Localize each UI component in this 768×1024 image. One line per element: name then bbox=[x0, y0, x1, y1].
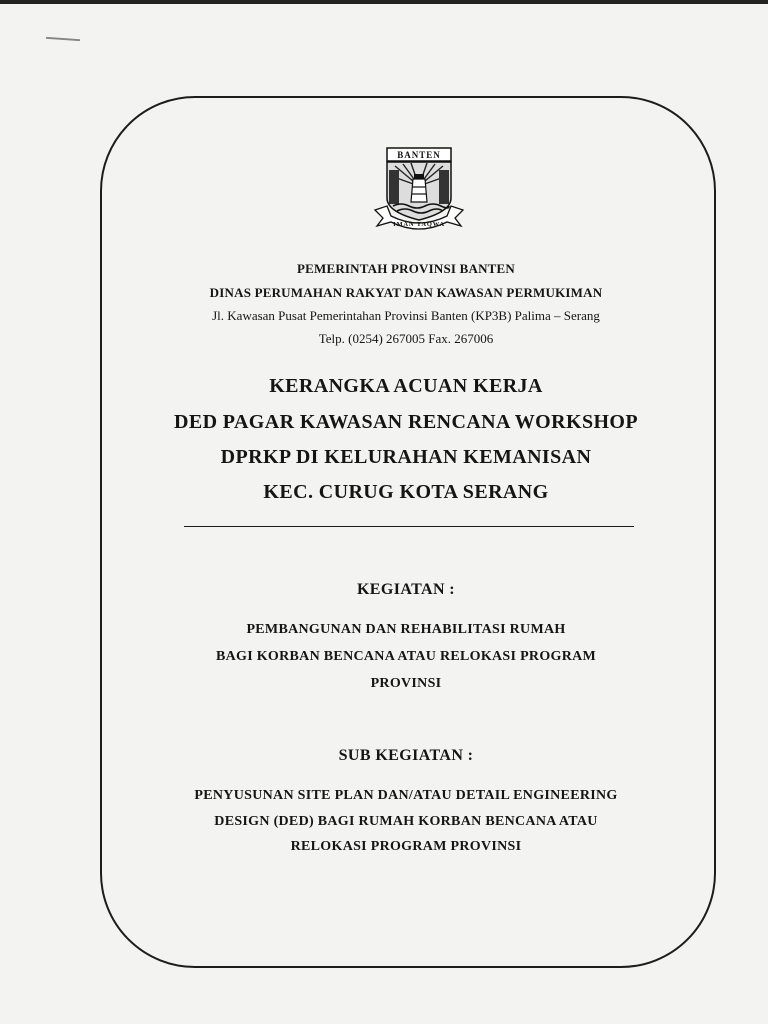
sub-kegiatan-line-1: PENYUSUNAN SITE PLAN DAN/ATAU DETAIL ENGINEERING bbox=[194, 788, 618, 803]
institution-line-1: PEMERINTAH PROVINSI BANTEN bbox=[296, 261, 516, 276]
document-title-line-2: DED PAGAR KAWASAN RENCANA WORKSHOP bbox=[173, 411, 638, 433]
kegiatan-line-2: BAGI KORBAN BENCANA ATAU RELOKASI PROGRAM bbox=[215, 649, 597, 664]
emblem-banner-text: BANTEN bbox=[397, 150, 441, 160]
institution-line-2: DINAS PERUMAHAN RAKYAT DAN KAWASAN PERMUKIMAN bbox=[209, 285, 603, 300]
kegiatan-heading: KEGIATAN : bbox=[356, 581, 456, 598]
sub-kegiatan-line-3: RELOKASI PROGRAM PROVINSI bbox=[290, 839, 522, 854]
title-divider bbox=[184, 526, 634, 527]
emblem-motto-text: IMAN TAQWA bbox=[393, 221, 445, 228]
document-title-line-3: DPRKP DI KELURAHAN KEMANISAN bbox=[220, 446, 592, 468]
scan-mark bbox=[46, 37, 80, 41]
sub-kegiatan-line-2: DESIGN (DED) BAGI RUMAH KORBAN BENCANA ATAU bbox=[214, 814, 598, 829]
sub-kegiatan-heading: SUB KEGIATAN : bbox=[338, 747, 474, 764]
document-title-line-4: KEC. CURUG KOTA SERANG bbox=[263, 481, 549, 503]
scan-top-edge bbox=[0, 0, 768, 4]
institution-phone: Telp. (0254) 267005 Fax. 267006 bbox=[318, 331, 494, 346]
kegiatan-line-3: PROVINSI bbox=[370, 676, 442, 691]
institution-address: Jl. Kawasan Pusat Pemerintahan Provinsi Banten (KP3B) Palima – Serang bbox=[212, 308, 600, 323]
banten-emblem-logo bbox=[373, 146, 465, 232]
kegiatan-line-1: PEMBANGUNAN DAN REHABILITASI RUMAH bbox=[246, 622, 566, 637]
document-title-line-1: KERANGKA ACUAN KERJA bbox=[269, 375, 543, 397]
